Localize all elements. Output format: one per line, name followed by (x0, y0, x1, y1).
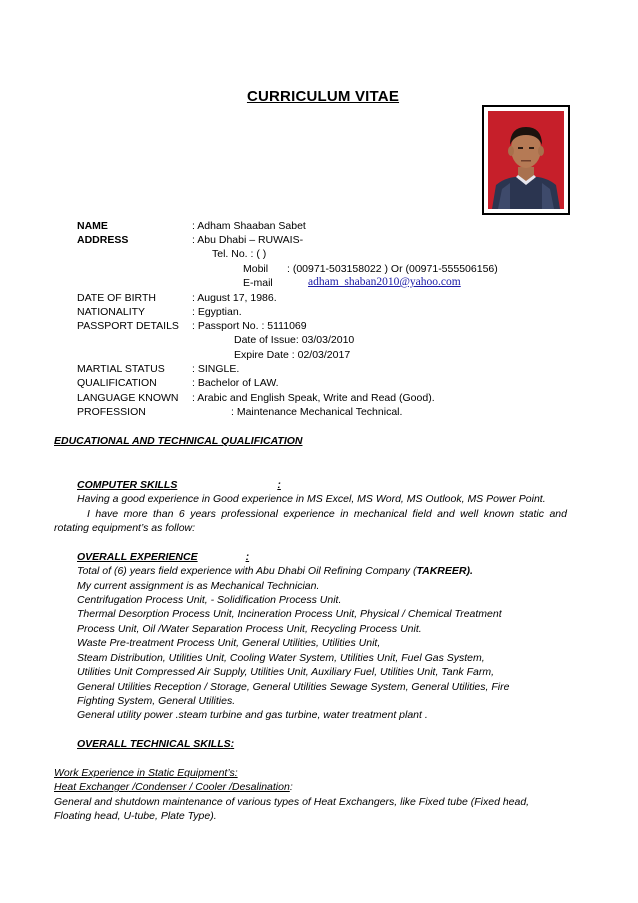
tel-line: Tel. No. : ( ) (212, 248, 267, 260)
address-label: ADDRESS (77, 234, 129, 246)
heat-exchanger-line-2: Floating head, U-tube, Plate Type). (54, 810, 217, 822)
experience-line: Centrifugation Process Unit, - Solidification Process Unit. (77, 594, 342, 606)
edu-heading: EDUCATIONAL AND TECHNICAL QUALIFICATION (54, 435, 303, 447)
nationality-label: NATIONALITY (77, 306, 146, 318)
profile-photo (482, 105, 570, 215)
experience-line: Waste Pre-treatment Process Unit, General Utilities, Utilities Unit, (77, 637, 381, 649)
experience-line: Thermal Desorption Process Unit, Incineration Process Unit, Physical / Chemical Treatment (77, 608, 502, 620)
profession-label: PROFESSION (77, 406, 146, 418)
name-label: NAME (77, 220, 108, 232)
heat-exchanger-title: Heat Exchanger /Condenser / Cooler /Desalination (54, 781, 290, 793)
marital-label: MARTIAL STATUS (77, 363, 165, 375)
email-link[interactable]: adham_shaban2010@yahoo.com (308, 276, 461, 288)
nationality-value: : Egyptian. (192, 306, 242, 318)
portrait-image (488, 111, 564, 209)
company-name: TAKREER). (416, 565, 473, 577)
technical-skills-colon: : (230, 738, 235, 750)
experience-line: Fighting System, General Utilities. (77, 695, 236, 707)
passport-value: : Passport No. : 5111069 (192, 320, 307, 332)
heat-exchanger-line: General and shutdown maintenance of various types of Heat Exchangers, like Fixed tube (Fixed head, (54, 796, 530, 808)
photo-portrait (488, 111, 564, 209)
expire-date: Expire Date : 02/03/2017 (234, 349, 351, 361)
experience-line: General Utilities Reception / Storage, General Utilities Sewage System, General Utilities, Fire (77, 681, 510, 693)
dob-label: DATE OF BIRTH (77, 292, 156, 304)
experience-line: Utilities Unit Compressed Air Supply, Utilities Unit, Auxiliary Fuel, Utilities Unit, Tank Farm, (77, 666, 495, 678)
computer-skills-line: Having a good experience in Good experience in MS Excel, MS Word, MS Outlook, MS Power Point. (77, 493, 546, 505)
address-value: : Abu Dhabi – RUWAIS- (192, 234, 304, 246)
name-value: : Adham Shaaban Sabet (192, 220, 306, 232)
computer-skills-title: COMPUTER SKILLS (77, 479, 178, 491)
language-value: : Arabic and English Speak, Write and Read (Good). (192, 392, 435, 404)
computer-skills-heading (77, 479, 281, 491)
language-label: LANGUAGE KNOWN (77, 392, 179, 404)
qualification-value: : Bachelor of LAW. (192, 377, 279, 389)
email-label: E-mail (243, 277, 273, 289)
experience-intro-line-2: rotating equipment’s as follow: (54, 522, 196, 534)
overall-experience-total (77, 565, 473, 577)
overall-experience-heading (77, 551, 249, 563)
qualification-label: QUALIFICATION (77, 377, 157, 389)
mobil-label: Mobil (243, 263, 269, 275)
experience-line: General utility power .steam turbine and gas turbine, water treatment plant . (77, 709, 428, 721)
issue-date: Date of Issue: 03/03/2010 (234, 334, 355, 346)
page-title: CURRICULUM VITAE (246, 88, 400, 105)
dob-value: : August 17, 1986. (192, 292, 277, 304)
marital-value: : SINGLE. (192, 363, 240, 375)
overall-experience-colon: : (245, 551, 250, 563)
mobil-value: : (00971-503158022 ) Or (00971-555506156) (287, 263, 498, 275)
experience-intro-line: I have more than 6 years professional experience in mechanical field and well known static and (87, 508, 567, 520)
passport-label: PASSPORT DETAILS (77, 320, 179, 332)
experience-line: My current assignment is as Mechanical Technician. (77, 580, 320, 592)
technical-skills-title: OVERALL TECHNICAL SKILLS (77, 738, 231, 750)
heat-exchanger-colon: : (289, 781, 293, 793)
heat-exchanger-heading (54, 781, 293, 793)
overall-experience-title: OVERALL EXPERIENCE (77, 551, 198, 563)
experience-line: Process Unit, Oil /Water Separation Process Unit, Recycling Process Unit. (77, 623, 422, 635)
experience-line: Steam Distribution, Utilities Unit, Cooling Water System, Utilities Unit, Fuel Gas System, (77, 652, 485, 664)
computer-skills-colon: : (277, 479, 281, 491)
static-equipment-heading: Work Experience in Static Equipment’s: (54, 767, 238, 779)
profession-value: : Maintenance Mechanical Technical. (231, 406, 403, 418)
total-experience-text: Total of (6) years field experience with Abu Dhabi Oil Refining Company ( (77, 565, 417, 577)
technical-skills-heading (77, 738, 234, 750)
